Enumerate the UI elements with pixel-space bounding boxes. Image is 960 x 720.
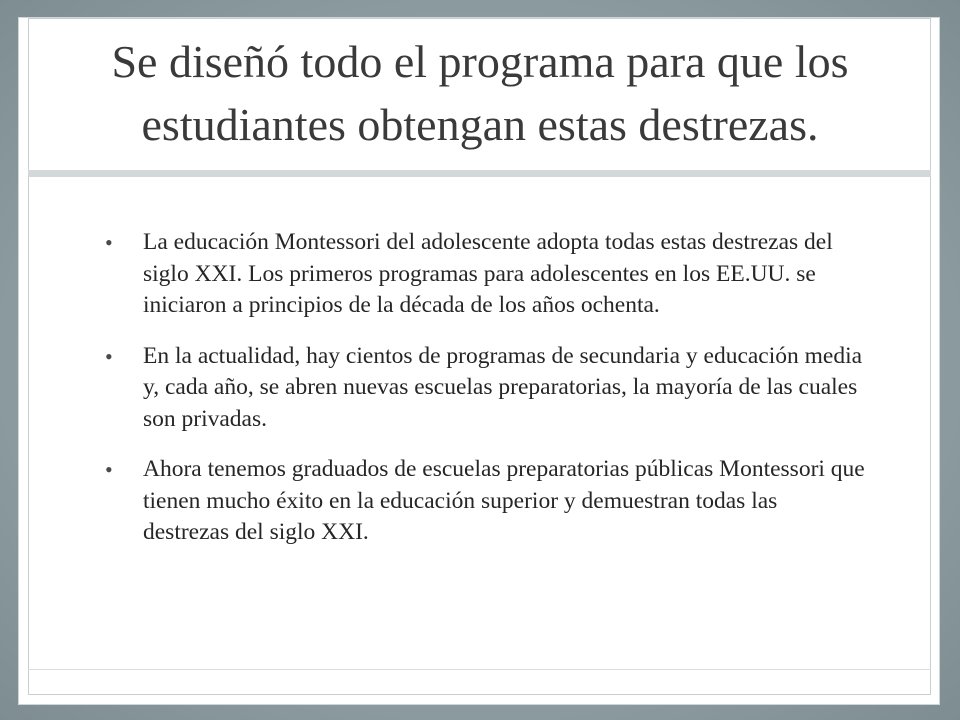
- bullet-text: En la actualidad, hay cientos de programas de secundaria y educación media y, cada año, se abren nuevas escuelas preparatorias, la mayoría de las cuales son privadas.: [143, 342, 863, 432]
- bullet-item: [105, 341, 865, 436]
- bullet-text: Ahora tenemos graduados de escuelas preparatorias públicas Montessori que tienen mucho éxito en la educación superior y demuestran todas las destrezas del siglo XXI.: [143, 456, 865, 545]
- bullet-list: [105, 227, 865, 568]
- bullet-dot-icon: •: [105, 343, 113, 369]
- slide-title: Se diseñó todo el programa para que los estudiantes obtengan estas destrezas.: [111, 36, 849, 150]
- bullet-dot-icon: •: [105, 457, 113, 482]
- bullet-item: [105, 227, 865, 322]
- bullet-dot-icon: •: [105, 230, 113, 255]
- bullet-item: [105, 454, 865, 549]
- title-divider: [28, 170, 931, 177]
- footer-divider: [28, 669, 931, 670]
- bullet-text: La educación Montessori del adolescente adopta todas estas destrezas del siglo XXI. Los primeros programas para adolescentes en los EE.UU. se iniciaron a principios de la década de los años ochenta.: [143, 229, 833, 318]
